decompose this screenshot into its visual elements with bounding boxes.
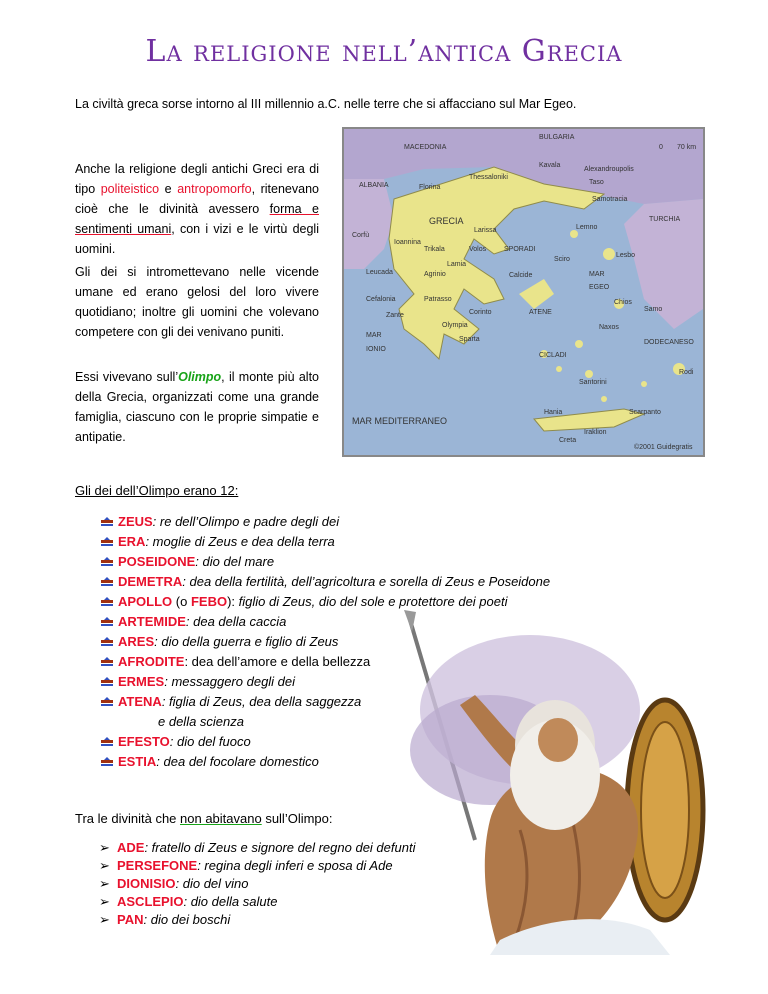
god-desc: : moglie di Zeus e dea della terra — [145, 534, 335, 549]
p1-text-c: , con i vizi e le virtù degli uomini. — [75, 222, 319, 256]
map-label: Samo — [644, 306, 663, 313]
p1-text-e: e — [159, 182, 178, 196]
deity-name: ASCLEPIO — [117, 894, 184, 909]
map-label: Rodi — [679, 369, 694, 376]
god-desc: : dea della caccia — [185, 614, 287, 629]
bullet-icon — [100, 537, 114, 549]
god-name: POSEIDONE — [118, 554, 196, 569]
bullet-icon — [100, 677, 114, 689]
politeistico-term: politeistico — [100, 182, 160, 196]
map-label: TURCHIA — [649, 216, 681, 223]
map-label: GRECIA — [429, 216, 464, 226]
list-item — [99, 857, 415, 875]
god-desc: e della scienza — [158, 714, 244, 729]
deity-desc: : regina degli inferi e sposa di Ade — [197, 858, 393, 873]
list-item — [100, 512, 550, 532]
map-label: Alexandroupolis — [584, 166, 634, 173]
god-name: ESTIA — [118, 754, 157, 769]
paragraph-gods: Gli dei si intromettevano nelle vicende umane ed erano gelosi del loro vivere quotidiano; inoltre gli uomini che volevano competere con gli dei venivano puniti. — [75, 265, 319, 339]
god-desc: figlio di Zeus, dio del sole e protettore dei poeti — [238, 594, 508, 609]
god-name: AFRODITE — [118, 654, 185, 669]
god-desc: : figlia di Zeus, dea della saggezza — [161, 694, 362, 709]
map-label: Corinto — [469, 309, 492, 316]
map-label: Lesbo — [616, 252, 636, 259]
god-desc: : dea della fertilità, dell’agricoltura e sorella di Zeus e Poseidone — [182, 574, 551, 589]
map-label: Ioannina — [394, 239, 421, 246]
god-desc: : dio del mare — [195, 554, 275, 569]
p3-text-a: Essi vivevano sull’ — [75, 370, 179, 384]
god-desc: : re dell’Olimpo e padre degli dei — [152, 514, 340, 529]
map-label: EGEO — [589, 284, 610, 291]
page-title: La religione nell’antica Grecia — [145, 34, 623, 69]
god-name: ARTEMIDE — [118, 614, 186, 629]
god-name: APOLLO — [118, 594, 173, 609]
map-label: Samotracia — [592, 196, 628, 203]
others-title-a: Tra le divinità che — [75, 811, 181, 826]
others-title — [75, 811, 333, 826]
god-desc: : dea del focolare domestico — [156, 754, 319, 769]
map-label: Olympia — [442, 322, 468, 329]
map-label: MAR MEDITERRANEO — [352, 416, 448, 426]
map-label: SPORADI — [504, 246, 536, 253]
map-label: ATENE — [529, 309, 552, 316]
god-name: ERA — [118, 534, 146, 549]
map-label: Florina — [419, 184, 441, 191]
map-label: ©2001 Guidegratis — [634, 444, 693, 451]
deity-name: DIONISIO — [117, 876, 176, 891]
god-name: ERMES — [118, 674, 165, 689]
list-item — [99, 839, 415, 857]
deity-name: PERSEFONE — [117, 858, 198, 873]
map-label: CICLADI — [539, 352, 567, 359]
deity-desc: : fratello di Zeus e signore del regno dei defunti — [144, 840, 416, 855]
map-label: Sciro — [554, 256, 570, 263]
map-label: MACEDONIA — [404, 144, 447, 151]
map-label: 70 km — [677, 144, 697, 151]
map-of-greece — [342, 127, 705, 457]
map-label: Thessaloniki — [469, 174, 508, 181]
arrow-bullet-icon: ➢ — [99, 876, 110, 891]
deity-name: ADE — [117, 840, 145, 855]
map-label: Naxos — [599, 324, 619, 331]
map-label: IONIO — [366, 346, 386, 353]
list-item — [100, 572, 550, 592]
zeus-illustration — [380, 610, 720, 960]
god-name: ARES — [118, 634, 155, 649]
god-desc: : dio della guerra e figlio di Zeus — [154, 634, 339, 649]
map-label: BULGARIA — [539, 134, 575, 141]
map-label: Volos — [469, 246, 487, 253]
map-label: Creta — [559, 437, 577, 444]
map-label: Trikala — [424, 246, 445, 253]
god-desc: : dea dell’amore e della bellezza — [184, 654, 371, 669]
deity-desc: : dio della salute — [183, 894, 278, 909]
bullet-icon — [100, 617, 114, 629]
intro-text: La civiltà greca sorse intorno al III millennio a.C. nelle terre che si affacciano sul Mar Egeo. — [75, 97, 577, 111]
others-list — [99, 839, 415, 929]
god-name: ATENA — [118, 694, 162, 709]
list-item — [99, 911, 415, 929]
gods-title: Gli dei dell’Olimpo erano 12: — [75, 483, 239, 498]
map-label: MAR — [366, 332, 382, 339]
arrow-bullet-icon: ➢ — [99, 840, 110, 855]
paragraph-religion — [75, 159, 319, 259]
map-label: Agrinio — [424, 271, 446, 278]
paragraph-olimpo — [75, 367, 319, 447]
map-label: Kavala — [539, 162, 561, 169]
map-label: 0 — [659, 144, 663, 151]
god-name: ZEUS — [118, 514, 153, 529]
map-label: Chios — [614, 299, 632, 306]
deity-name: PAN — [117, 912, 144, 927]
map-label: Taso — [589, 179, 604, 186]
list-item — [99, 875, 415, 893]
map-label: Patrasso — [424, 296, 452, 303]
map-label: Cefalonia — [366, 296, 396, 303]
map-label: Larissa — [474, 227, 497, 234]
bullet-icon — [100, 737, 114, 749]
bullet-icon — [100, 637, 114, 649]
list-item — [100, 592, 550, 612]
map-label: Iraklion — [584, 429, 607, 436]
deity-desc: : dio del vino — [175, 876, 249, 891]
god-extra: (o — [172, 594, 191, 609]
map-label: DODECANESO — [644, 339, 694, 346]
god-name-alt: FEBO — [190, 594, 228, 609]
bullet-icon — [100, 557, 114, 569]
forma-term: forma e sentimenti umani — [75, 202, 319, 236]
list-item — [100, 532, 550, 552]
antropomorfo-term: antropomorfo — [177, 182, 252, 196]
god-name: DEMETRA — [118, 574, 183, 589]
god-name: EFESTO — [118, 734, 170, 749]
arrow-bullet-icon: ➢ — [99, 858, 110, 873]
map-label: Santorini — [579, 379, 607, 386]
list-item — [100, 552, 550, 572]
map-label: Corfù — [352, 232, 370, 239]
map-label: Scarpanto — [629, 409, 661, 416]
map-label: Lamia — [447, 261, 467, 268]
arrow-bullet-icon: ➢ — [99, 894, 110, 909]
p1-text-a: Anche la religione degli antichi Greci era di tipo — [75, 162, 319, 196]
god-extra: ): — [227, 594, 239, 609]
god-desc: : messaggero degli dei — [164, 674, 296, 689]
map-label: MAR — [589, 271, 605, 278]
map-label: Sparta — [459, 336, 480, 343]
map-label: Lemno — [576, 224, 598, 231]
map-label: Calcide — [509, 272, 533, 279]
bullet-icon — [100, 657, 114, 669]
list-item — [99, 893, 415, 911]
bullet-icon — [100, 697, 114, 709]
map-svg — [344, 129, 703, 455]
map-label: Hania — [544, 409, 563, 416]
map-label: ALBANIA — [359, 182, 389, 189]
others-title-c: sull’Olimpo: — [261, 811, 333, 826]
p3-text-b: , il monte più alto della Grecia, organizzati come una grande famiglia, ciascuno con le proprie simpatie e antipatie. — [75, 370, 319, 444]
god-desc: : dio del fuoco — [169, 734, 251, 749]
arrow-bullet-icon: ➢ — [99, 912, 110, 927]
map-label: Leucada — [366, 269, 393, 276]
map-label: Zante — [386, 312, 404, 319]
bullet-icon — [100, 517, 114, 529]
p1-text-b: , ritenevano cioè che le divinità avessero — [75, 182, 319, 216]
olimpo-term: Olimpo — [178, 370, 222, 384]
bullet-icon — [100, 757, 114, 769]
bullet-icon — [100, 577, 114, 589]
bullet-icon — [100, 597, 114, 609]
others-title-b: non abitavano — [180, 811, 262, 826]
deity-desc: : dio dei boschi — [143, 912, 231, 927]
